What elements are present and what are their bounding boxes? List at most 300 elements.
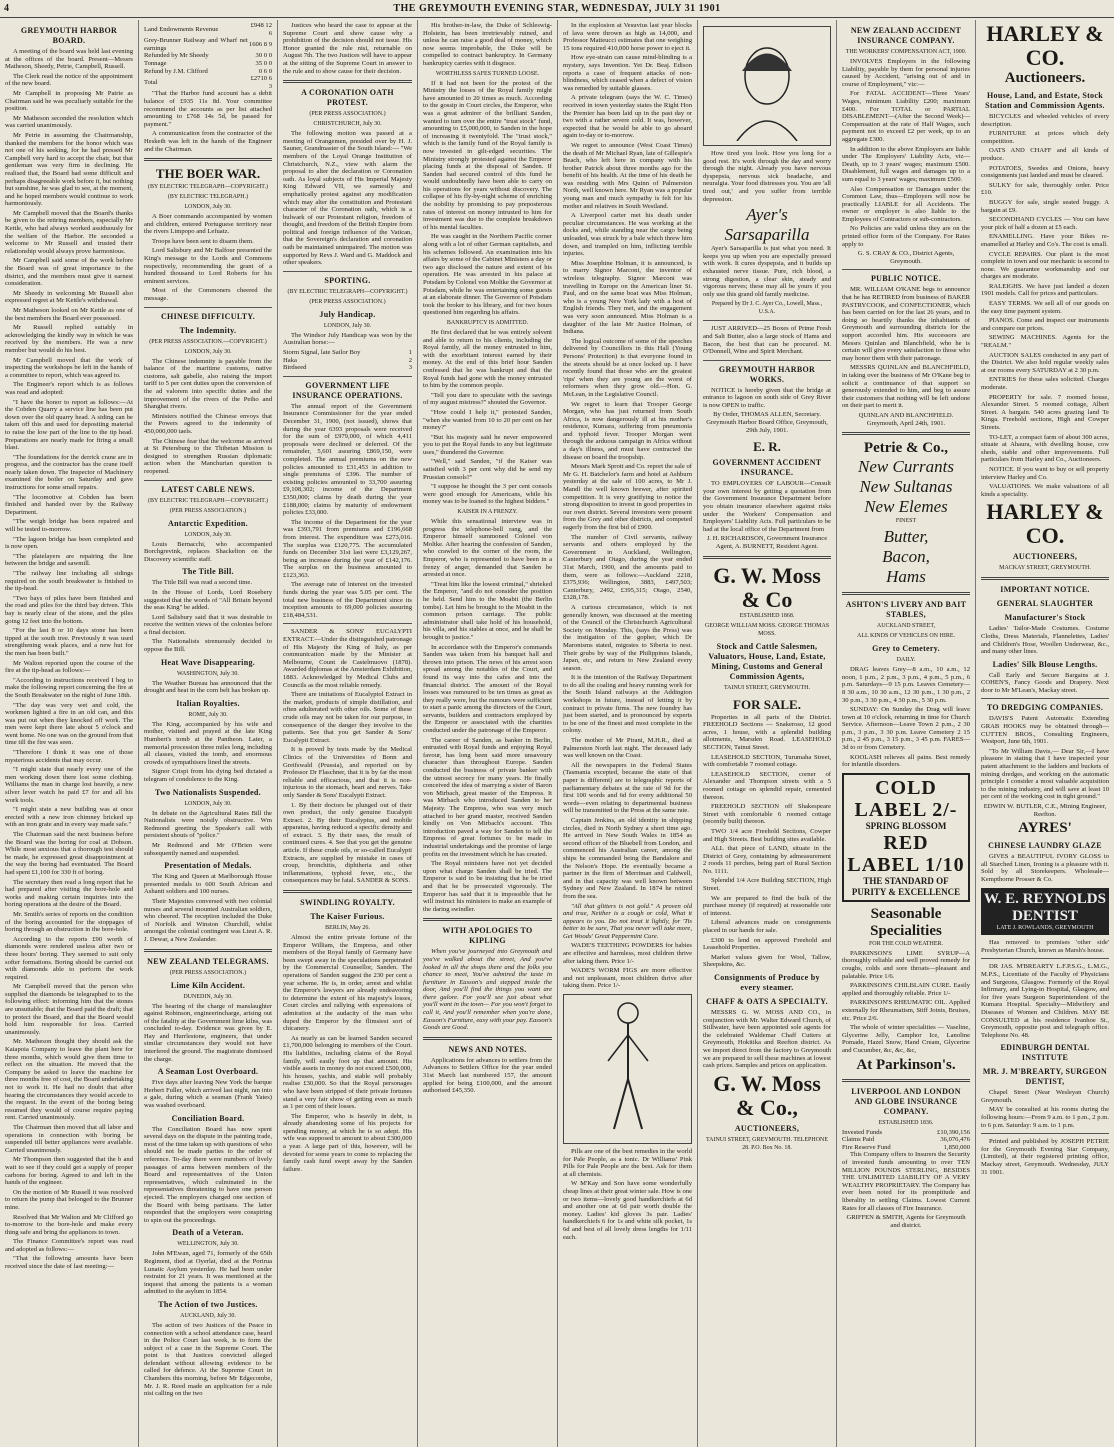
race-row-label: Birdseed (283, 364, 307, 372)
subheading: ESTABLISHED 1836. (878, 1119, 934, 1126)
paragraph: The action of two Justices of the Peace in connection with a school attendance case, heard in the Police Court last week, is to form the subject of a case in the Supreme Court. The point is that Justices convicted alleged defendant without allowing evidence to be called for defence. At the Supreme Court in Chambers this morning, before Mr Edgecombe, Mr. J. R. Reed made an application for a rule nisi calling on the two (144, 1321, 272, 1398)
paragraph: Mr Campbell moved that the work of inspecting the workshops be left in the hands of a committee to report, which was agreed to. (5, 356, 133, 379)
moss-address: TAINUI STREET, GREYMOUTH. (723, 684, 811, 691)
paragraph: Splendid 1/4 Acre Building SECTION, High Street. (703, 877, 831, 893)
poem: When you've journeyed into Greymouth and you've walked about the street, And you've looked in all the shops there and the folks you chance to meet, You've admired the taste in furniture in Easson's and stepped inside the door, And you'll find the things you want are there galore. For you'll see just about what you'll want in the town— For you won't forget to call it, And you'll remember when you're done, Easson's Furniture, easy with your pay. Easson's Goods are Good. (423, 948, 552, 1032)
paragraph: Mr Petrie in assuming the Chairmanship, thanked the members for the honor which was not one of his seeking, for he had pressed Mr Campbell very hard to accept the chair, but that gentleman was very firm in declining. He realised that, the Board had some difficult and perhaps disagreeable work before it, but nothing but sunshine, he was glad to see, at the moment, and he hoped members would continue to work harmoniously. (5, 131, 133, 208)
paragraph: In accordance with the Emperor's commands Sanden was taken from his banquet hall and thrown into prison. The news of his arrest soon spread among the notables of the Court, and found its way into the cafes and into the financial district. The amount of the Royal losses was rumoured to be ten times as great as they really were, but the rumours were sufficient to start a panic among the directors of the Court, servants, builders and contractors employed by the Emperor or associated with the charities conducted under the patronage of the Emperor. (423, 643, 552, 735)
paragraph: DRAG leaves Grey—8 a.m., 10 a.m., 12 noon, 1 p.m., 2 p.m., 3 p.m., 4 p.m., 5 p.m., 6 p.m. Saturdays—9 15 p.m. Leaves Cemetery—8 30 a.m., 10 30 a.m., 12 30 p.m., 1 30 p.m., 2 30 p.m., 3 30 p.m., 4 30 p.m., 5 30 p.m. (842, 666, 970, 704)
paragraph: Lord Salisbury said that it was desirable to receive the written views of the colonies before a final decision. (144, 613, 272, 636)
red-label-text: RED LABEL 1/10 (847, 831, 965, 876)
paragraph: Mr Matheson seconded the resolution which was carried unanimously. (5, 114, 133, 130)
ledger-row-value: 35 0 0 (255, 59, 272, 67)
paragraph: MESSRS G. W. MOSS AND CO., in conjunction with Mr. Walter Edward Church, of Stillwater, have been appointed sole agents for the celebrated Waldemar Chaff Cutters at Greymouth, Hokitika and Reefton district. As we import direct from the factory to Greymouth we are prepared to sell these machines at lowest cash prices. Samples and prices on application. (703, 1009, 831, 1070)
divider (423, 918, 552, 921)
subheading: Antarctic Expedition. (168, 518, 248, 528)
for-sale-heading: FOR SALE. (733, 696, 801, 712)
race-row-value: 3 (408, 364, 412, 372)
subheading: Manufacturer's Stock (1004, 613, 1086, 623)
paragraph: "Therefore I think it was one of those mysterious accidents that may occur. (5, 749, 133, 764)
harley-item: SEWING MACHINES. Agents for the "REALM." (981, 334, 1109, 350)
heading-swindling-royalty: SWINDLING ROYALTY. (300, 898, 395, 908)
divider (981, 577, 1109, 580)
byline: (BY ELECTRIC TELEGRAPH—COPYRIGHT.) (287, 288, 408, 295)
paragraph: "The railway line including all sidings required on the south breakwater is finished to the tip-head. (5, 570, 133, 593)
paragraph: GIVES a BEAUTIFUL IVORY GLOSS to all Starched Linen, Ironing is a pleasure with it. Sold by all Storekeepers. Wholesale—Kempthorne Prosser & Co. (981, 853, 1109, 883)
paragraph: "To Mr William Davis,— Dear Sir,—I have pleasure in stating that I have inspected your patent attachment to the ladders and buckets of mining dredges, and working on the automatic principle I consider a most valuable acquisition to the mining industry, and will save at least 10 per cent of the working cost in tight ground." (981, 747, 1109, 801)
paragraph: SANDER & SONS' EUCALYPTI EXTRACT.—Under the distinguished patronage of His Majesty the King of Italy, as per communication made by the Minister at Melbourne, Count de Castelmuovo (1878). Awarded diplomas at the Amsterdam Exhibition, 1883. Acknowledged by Medical Clubs and Councils as the most reliable remedy. (283, 628, 412, 689)
paragraph: The following motion was passed at a meeting of Orangemen, presided over by H. J. Sauner, Grandmaster of the South Island:— "We members of the Loyal Orange Institution of Christchurch, N.Z., view with alarm the proposal to alter the declaration or Coronation oath. As loyal subjects of His Imperial Majesty King Edward VII, we earnestly and emphatically protest against any modification which may alter the constitution and Protestant character of the Coronation oath, which is a bulwark of our Protestant religion, freedom of thought, and freedom of the British Empire from political and foreign influence of the Vatican, that the Sovereign's declaration and coronation oath be maintained unimpaired. The motion was supported by Revs J. Ward and G. Maddock and other speakers. (283, 130, 412, 267)
paragraph: TWO 1/4 acre Freehold Sections, Cowper and High Streets. Best building sites available. (703, 827, 831, 843)
paragraph: Mr Campbell in proposing Mr Patrie as Chairman said he was peculiarly suitable for the position. (5, 89, 133, 113)
paragraph: WADE'S WORM FIGS are more effective and not unpleasant, most children thrive after taking them. Price 1/- (563, 967, 692, 990)
finance-ledger (144, 22, 272, 90)
paragraph: MESSRS QUINLAN and BLANCHFIELD, in taking over the business of Mr O'Kane beg to solicit a continuance of that support so generously extended to him, and beg to assure their customers that nothing will be left undone on their part to merit it. (842, 364, 970, 410)
page-number: 4 (4, 3, 10, 14)
paragraph: The hearing of the charge of manslaughter against Robinson, engineerincharge, arising out of the fatality at the Government lime kilns, was concluded to-day. Evidence was given by E. Hay and Hurrlestone, engineers, that under similar circumstances they would not have interfered the ground. The magistrate dismissed the charge. (144, 1002, 272, 1063)
ledger-row-label: Total (144, 78, 158, 86)
paragraph: A curious circumstance, which is not generally known, was discussed at the meeting of the Council of the Christchurch Agricultural Society on Monday. This, (says the Press) was the instigation of the gopher, which Dr Maronisms stated, migrates to Siberia to nest. Their grubs by way of the Philippines Islands, Japan, etc, and return to New Zealand every season. (563, 603, 692, 672)
paragraph: "The platelayers are repairing the line between the bridge and sawmill. (5, 552, 133, 568)
subheading: ALL KINDS OF VEHICLES ON HIRE. (857, 633, 955, 640)
paragraph: This Company offers to Insurers the Security of invested funds amounting to over TEN MILLION POUNDS STERLING, BESIDES THE UNLIMITED LIABILITY OF A VERY WEALTHY PROPRIETARY. The Company has ever been noted for its promptitude and liberality in settling Claims. Lowest Current Rates for all classes of Fire Insurance. (842, 1151, 970, 1212)
paragraph: "Tell you dare to speculate with the savings of my august mistress?" shouted the Governor. (423, 391, 552, 407)
heading-chinese-difficulty: CHINESE DIFFICULTY. (160, 311, 256, 321)
subheading: Heat Wave Disappearing. (160, 657, 256, 667)
petrie-line: Hams (886, 567, 926, 587)
harley-item: TO-LET, a compact farm of about 300 acres, situate at Ahaura, with dwelling house, cow sheds, stable and other improvements. Full particulars from Harley and Co., Auctioneers. (981, 433, 1109, 464)
subheading: AUCKLAND STREET, (876, 623, 936, 630)
moss-heading-2: G. W. Moss & Co., (713, 1070, 821, 1120)
moss-established: ESTABLISHED 1868. (739, 612, 795, 619)
moss-heading: G. W. Moss & Co (713, 562, 821, 612)
chaff-heading: CHAFF & OATS A SPECIALTY. (706, 997, 828, 1006)
paragraph: It is proved by tests made by the Medical Clinics of the Universities of Bonn and Greifswald (Prussia), and reported on by Professor Dr Flaschner, that it is by far the most reliable and efficacious, and that it is non-injurious to the stomach, heart and nerves. Take only Sander & Sons' Eucalypti Extract. (283, 746, 412, 799)
paragraph: JUST ARRIVED—25 Boxes of Prime Fresh and Salt Butter, also a large stock of Hams and Bacon, the best that can be procured. M. O'Donnell, Wine and Spirit Merchant. (703, 325, 831, 356)
paragraph: DAVIS'S Patent Automatic Extending GRAB HOOKS may be obtained through— CUTTEN BROS., Consulting Engineers, Westport, June 6th, 1901. (981, 715, 1109, 746)
ledger-row-value: 30 0 0 (255, 52, 272, 60)
ledger-row-label: Refund by J.M. Clifford (144, 67, 208, 75)
byline: (PER PRESS ASSOCIATION.) (309, 111, 386, 118)
paragraph: The whole of winter specialities — Vaseline, Glycerine Jelly, Camphor Ice, Lanoline Pomade, Hazel Snow, Hand Cream, Glycerine and Cucumber, &c, &c, &c, (842, 1024, 970, 1054)
paragraph: "The weigh bridge has been repaired and will be tested to-morrow. (5, 518, 133, 534)
subheading: Lime Kiln Accident. (170, 980, 246, 990)
byline: (PER PRESS ASSOCIATION.) (169, 969, 247, 976)
dateline: LONDON, July 30. (184, 800, 232, 807)
subheading: Italian Royalties. (176, 698, 240, 708)
harley-item: POTATOES, Swedes and Onions, heavy consignments just landed and must be cleared. (981, 164, 1109, 180)
paragraph: If it had not been for the protest of the Ministry the losses of the Royal family might have amounted to 20 times as much. According to the gossip in Court circles, the Emperor, who was a great admirer of the brilliant Sanden, wanted to turn over the entire "trust stock" fund, amounting to £5,000,000, to Sanden in the hope of increasing it twentyfold. The "trust stock," which is the family fund of the Royal family is now invested in gilt-edged securities. The Ministry strongly protested against the Emperor placing funds at the disposal of Sanden. If Sanden had secured control of this fund he would undoubtedly have been able to carry on his operations for years without discovery. The collapse of his fly-by-night scheme of enriching the nobility by promising to pay preposterous rates of interest on money intrusted to him for investment was due to the complete breakdown of his mental faculties. (423, 79, 552, 231)
paragraph: We regret to announce (West Coast Times) the death of Mr Michael Ryan, late of Gillespie's Beach, who left here in company with his brother Patrick about three months ago for the benefit of his health. At the time of his death he was residing with Mrs Quinn of Palmerston North, well known here. Mr Ryan was a popular young man and much sympathy is felt for his mother and relatives in South Westland. (563, 141, 692, 210)
harley-items-list (981, 113, 1109, 498)
royal-cypher: E. R. (753, 439, 781, 455)
dateline: CHRISTCHURCH, July 30. (313, 121, 382, 128)
column-6 (698, 20, 837, 1447)
paragraph: Resolved that Mr Walton and Mr Clifford go to-morrow to the bore-hole and make every thing safe and bring the appliances to town. (5, 1213, 133, 1236)
harley-auctioneers-2: AUCTIONEERS, (1012, 552, 1078, 562)
ledger-row-value: 1606 8 9 (248, 40, 272, 48)
harley-address: MACKAY STREET, GREYMOUTH. (999, 565, 1091, 572)
paragraph: "According to instructions received I beg to make the following report concerning the fire at the South Breakwater on the night of June 18th. (5, 676, 133, 699)
paragraph: The average rate of interest on the invested funds during the year was 5.05 per cent. The total new business of the Department since its inception amounts to 69,000 policies assuring £18,484,531. (283, 581, 412, 619)
masthead-title: THE GREYMOUTH EVENING STAR, WEDNESDAY, JULY 31 1901 (393, 3, 721, 14)
paragraph: Mr. Smith's series of reports on the condition of the boring accounted for the stoppages of boring through an obstruction in the bore-hole. (5, 910, 133, 934)
heading-cemetery: Grey to Cemetery. (872, 644, 940, 654)
heading-public-notice: PUBLIC NOTICE. (871, 274, 941, 284)
paragraph: How tired you look. How you long for a good rest. It's work through the day and worry through the night. Already you have nervous dyspepsia, nervous sick headache, and neuralgia. Your food distresses you. You are 'all tired out,' and you suffer from terrible depression. (703, 150, 831, 203)
paragraph: TO EMPLOYERS OF LABOUR—Consult your own interest by getting a quotation from the Government Insurance Department before you obtain insurance elsewhere against risks under the Workers' Compensation and Employers' Liability Acts. Full particulars to be had at the local office of the Department from (703, 480, 831, 533)
heading-gov-accident: GOVERNMENT ACCIDENT INSURANCE. (712, 458, 822, 478)
divider (283, 623, 412, 624)
paragraph: KOOLASH relieves all pains. Best remedy for infantile disorders. (842, 753, 970, 769)
paragraph: The Windsor July Handicap was won by the Australian horse:— (283, 331, 412, 347)
petrie-line: Bacon, (882, 547, 930, 567)
column-3 (278, 20, 418, 1447)
paragraph: A meeting of the board was held last evening at the offices of the board. Present—Messrs Matheson, Sheedy, Petrie, Campbell, Russell. (5, 48, 133, 71)
paragraph: The Finance Committee's report was read and adopted as follows:— (5, 1238, 133, 1253)
columns (0, 20, 1114, 1447)
race-row-label: Haka (283, 356, 297, 364)
subheading: FOR THE COLD WEATHER. (868, 940, 944, 947)
paragraph: Mr Redmond and Mr O'Brien were subsequently named and suspended. (144, 841, 272, 857)
paragraph: Also Compensation or Damages under the Common Law, thus—Employers will now be practically LIABLE for all Accidents. The owner or employer is also liable to the Employees of Contractors or sub-contractors. (842, 185, 970, 223)
paragraph: Lord Salisbury and Mr Balfour presented the King's message to the Lords and Commons respectively, recommending the grant of a hundred thousand to Lord Roberts for his eminent services. (144, 247, 272, 285)
heading-important-notice: IMPORTANT NOTICE. (1000, 585, 1090, 595)
heading-kipling: WITH APOLOGIES TO KIPLING (442, 926, 533, 946)
paragraph: MR. WILLIAM O'KANE begs to announce that he has RETIRED from business of BAKER PASTRYCOOK, and CONFECTIONER, which has been carried on for the last 26 years, and in doing so heartily thanks the inhabitants of Greymouth and surrounding districts for the support accorded him. His successors are Messrs Quinlan and Blanchfield, who he is certain will give every satisfaction to those who may honor them with their patronage. (842, 286, 970, 362)
subheading: CHINESE LAUNDRY GLAZE (988, 841, 1102, 851)
subheading: Conciliation Board. (171, 1113, 245, 1123)
paragraph: "But his majesty said he never empowered you to put the Royal funds to any but legitimate uses," thundered the Governor. (423, 433, 552, 456)
paragraph: Louis Bernacchi, who accompanied Borchgrevink, replaces Shackelton on the Discovery scientific staff. (144, 540, 272, 563)
paragraph: How eye-strain can cause mind-blinding is a mystery, says Invention. Yet Dr. Beaj. Edison reports a case of frequent attacks of non-blindness, which ceased when a defect of vision was remedied by suitable glasses. (563, 54, 692, 92)
divider (981, 698, 1109, 699)
paragraph: No Policies are valid unless they are on the printed office form of the Company. For Rates apply to (842, 225, 970, 248)
signature: EDWIN W. BUTLER, C.E., Mining Engineer, Reefton. (983, 803, 1107, 818)
divider (981, 1133, 1109, 1134)
paragraph: "The locomotive at Cobden has been finished and handed over by the Railway Department. (5, 493, 133, 516)
harley-heading: HARLEY & CO. (986, 21, 1104, 70)
ledger-row-label: Land Endowments Revenue (144, 25, 219, 33)
paragraph: Mr. Matheson thought they should ask the Kaiapoia Company to leave the plant here for three months, which would give them time to reflect on the situation. He moved that the Company be asked to leave the machine for three months free of cost, the Board undertaking not to work it. He had no doubt that after hearing the circumstances they would accede to the request. In the event of the boring being resumed they would of course require paying rent. Carried unanimously. (5, 1038, 133, 1122)
paragraph: Mr Walton reported upon the course of the fire at the tip-head as follows:— (5, 659, 133, 675)
ledger-row-label: Tonnage (144, 59, 167, 67)
paragraph: Mr Campbell moved that the Board's thanks be given to the retiring members, especially Mr Kettle, who had always worked assiduously for the welfare of the Harbor. He seconded a welcome to Mr Russell and trusted their relationship would always prove harmonious. (5, 209, 133, 255)
moss-partners: GEORGE WILLIAM MOSS. GEORGE THOMAS MOSS. (704, 622, 830, 637)
paragraph: Ayer's Sarsaparilla is just what you need. It keeps you up when you are especially pressed with work. It cures dyspepsia, and it builds up exhausted nerve tissue. Pure, rich blood, a strong digestion, a clear skin, steady and vigorous nerves; these may all be yours if you only use this grand old family medicine. (703, 245, 831, 298)
byline: (PER PRESS ASSOCIATION.) (309, 298, 386, 305)
paragraph: "The foundations for the derrick crane are in progress, and the contractor has the crane itself nearly taken down. The Inspector of Machinery examined the boiler on Saturday and gave instructions for some small repairs. (5, 453, 133, 492)
harley-item: FURNITURE at prices which defy competition. (981, 130, 1109, 145)
paragraph: On the motion of Mr Russell it was resolved to return the pump that belonged to the Brunner mine. (5, 1188, 133, 1211)
paragraph: We regret to learn that Trooper George Morgan, who has just returned from South Africa, is now dangerously ill at his mother's residence, Kumara, suffering from pneumonia and typhoid fever. Trooper Morgan went through the arduous campaign in Africa without a day's illness, and must have contracted the disease on board the troopship. (563, 400, 692, 461)
column-4 (418, 20, 558, 1447)
paragraph: Properties in all parts of the District. FREEHOLD Sections — Snakeroso, 12 good acres, 1 house, with a splendid building allotments, Marsden Road. LEASEHOLD SECTION, Tainui Street. (703, 713, 831, 751)
harley-services: House, Land, and Estate, Stock Station and Commission Agents. (985, 91, 1105, 110)
dentist-title: DENTIST (1012, 907, 1078, 924)
paragraph: "Two bays of piles have been finished and the road and piles for the third bay driven. This bay is nearly clear of the stone, and the piles going 12 feet into the bottom. (5, 594, 133, 625)
subheading: Ladies' Silk Blouse Lengths. (992, 659, 1098, 669)
ledger-row-label: Grey-Brunner Railway and Wharf net earnings (144, 37, 248, 52)
subheading: GENERAL SLAUGHTER (996, 599, 1094, 609)
dateline: LONDON, July 30. (184, 204, 232, 211)
moss-address-2: TAINUI STREET, GREYMOUTH. TELEPHONE 28. P.O. Box No. 18. (705, 1136, 829, 1151)
paragraph: The Conciliation Board has now spent several days on the dispute in the painting trade, most of the time taken up with questions of who should not be made parties to the order of reference. To-day there were numbers of lively passages of arms between members of the Board and representatives of the Union representatives, which culminated in the representatives threatening to have one person ejected. The employers charged one section of the Board with being partisans. The latter responded that the employers were conspiring to spin out the proceedings. (144, 1125, 272, 1224)
heading-nz-accident: NEW ZEALAND ACCIDENT INSURANCE COMPANY. (850, 26, 962, 45)
petrie-line: New Currants (858, 457, 954, 477)
paragraph: He was caught in the Northern Pacific corner along with a lot of other German capitalists, and his schemes followed. An examination into his affairs by some of the Cabinet Ministers a day or two ago disclosed the nature and extent of his operation. He was arrested in his palace at Potsdam by Colonel von Moltke the Governor at Potsdam, while he was entertaining some guests at an elaborate dinner. The Governor of Potsdam took the broker to his library, and for two hours questioned him regarding his affairs. (423, 233, 552, 317)
signature: By Order, THOMAS ALLEN, Secretary. Greymouth Harbor Board Office, Greymouth, 29th July, 1901. (706, 411, 828, 434)
paragraph: Troops have been sent to disarm them. (152, 237, 254, 245)
paragraph: W M'Kay and Son have some wonderfully cheap lines at their great winter sale. How is one or two items—lovely good handkerchiefs at 6d and another one at 6d pair worth double the money. Ladies' kid gloves 3s pair. Ladies' handkerchiefs 6 for 1s and white silk pocket, 1s 6d and best of all lovely dress lengths for 1/11 each. (563, 1180, 692, 1241)
paragraph: The annual report of the Government Insurance Commissioner for the year ended December 31, 1900, (not issued), shows that during the year 6393 proposals were received for the sum of £979,000, of which 4,411 proposals were declined or deferred. Of the remainder, 5,601 assuring £869,150, were completed. The annual premiums on the new policies amounted to £31,453 in addition to single premiums of £396. The number of existing policies amounted to 33,700 assuring £9,108,302; income of the Department £350,000; claims by death during the year £188,000; claims by maturity of endowment policies £33,000. (283, 402, 412, 517)
subheading: Two Nationalists Suspended. (155, 787, 261, 797)
paragraph: "For the last 8 or 10 days stone has been tipped at the south tree. Previously it was used strengthening weak places, and a new hut for the men has been built." (5, 627, 133, 657)
paragraph: The Clerk read the notice of the appointment of the new board. (5, 72, 133, 88)
paragraph: A communication from the contractor of the Hesketh was left in the hands of the Engineer and the Chairman. (144, 130, 272, 153)
paragraph: SUNDAY: On Sunday the Drag will leave town at 10 o'clock, returning in time for Church Service. Afternoon—Leave Town 2 p.m., 2 30 p.m., 3 p.m., 3 30 p.m. Leave Cemetery 2 15 p.m., 2 45 p.m., 3 15 p.m., 3 45 p.m. FARES—3d to or from Cemetery. (842, 706, 970, 752)
cold-label-text: COLD LABEL 2/- (854, 776, 958, 821)
signature: GRIFFEN & SMITH, Agents for Greymouth and district. (846, 1214, 966, 1229)
subheading: THE WORKERS' COMPENSATION ACT, 1900. (845, 49, 967, 55)
paragraph: The career of Sanden, as banker in Berlin, entrusted with Royal funds and enjoying Royal favour, has long been said more unsavoury character than throughout Europe. Sanden conducted the business of private banker with the utmost secrecy for many years. He finally conceived the idea of marrying a sister of Baron von Mirbach, great master of the Empress. It was Mirbach who introduced Sanden to her Majesty. The Empress, who was very much attached to her grand master, received Sanden kindly on Von Mirbach's account. This introduction paved a way for Sanden to tell the Empress of great fortunes to be made in industrial undertakings and the promise of large profits on the investment which he has created. (423, 736, 552, 858)
paragraph: The Chairman said the next business before the Board was the boring for coal at Dobson. While most anxious that a thorough test should be made, he expressed great disappointment at the way the boring had eventuated. The Board had spent £1,100 for 330 ft of boring. (5, 831, 133, 876)
seasonable-heading: Seasonable Specialities (870, 905, 942, 939)
paragraph: Call Early and Secure Bargains at J. COHEN'S, Fancy Goods and Drapery. Next door to Mr M'Lean's, Mackay street. (981, 671, 1109, 694)
paragraph: "I suppose he thought the 3 per cent consols were good enough for Americans, while his money was to be loaned to the highest bidders." (423, 483, 552, 506)
byline: (BY ELECTRIC TELEGRAPH—COPYRIGHT.) (147, 184, 269, 191)
purity-text: THE STANDARD OF PURITY & EXCELLENCE (851, 875, 961, 897)
paragraph: Justices who heard the case to appear at the Supreme Court and show cause why a prohibition of the decision should not issue. His Honor granted the rule nisi, returnable on August 7th. The two Justices will have to appear at the sitting of the Supreme Court in answer to the rule and to show cause for their decision. (283, 22, 412, 75)
subheading: MR. J. M'BREARTY, SURGEON DENTIST, (982, 1067, 1108, 1087)
paragraph: For FATAL ACCIDENT—Three Years' Wages, minimum Liability £200; maximum £400. For TOTAL or PARTIAL DISABLEMENT—(After the Second Week)—Compensation at the rate of Half Wages, such payment not to exceed £2 per week, up to an aggregate £300. (842, 90, 970, 143)
paragraph: As nearly as can be learned Sanden secured £1,700,000 belonging to members of the Court. His liabilities, including claims of the Royal family, will easily foot up that amount. His visible assets in money do not exceed £500,000, his houses, yachts, and stable will probably realise £30,000. So that the Royal personages who have been stripped of their private fortunes stand a very fair show of getting even as much as 1 per cent of their losses. (283, 1034, 412, 1111)
ledger-row (144, 60, 272, 68)
paragraph: Ministers notified the Chinese envoys that the Powers agreed to the indemnity of 450,000,000 taels. (144, 412, 272, 435)
dateline: ROME, July 30. (188, 711, 228, 718)
paragraph: Mr Campbell said some of the work before the Board was of great importance to the district, and the members must give it earnest consideration. (5, 257, 133, 288)
divider (981, 958, 1109, 959)
paragraph: We are prepared to find the bulk of the purchase money (if required) at reasonable rate of interest. (703, 894, 831, 917)
paragraph: LEASEHOLD SECTION, corner of Alexander and Thompson streets with a 5 roomed cottage on splendid repair, cemented thereon. (703, 770, 831, 801)
dentist-subtitle: LATE J. ROWLANDS, GREYMOUTH (996, 924, 1094, 931)
paragraph: The Nationalists strenuously decided to oppose the Bill. (144, 638, 272, 654)
paragraph: Their Majesties conversed with two colonial nurses and several mounted Australian soldiers, who cheered. The reception included the Duke of Norfolk and Winston Churchill, whilst amongst the colonial contingent was Lieut A. R. J. Dewar, a New Zealander. (144, 897, 272, 943)
woman-portrait-illustration (703, 26, 831, 146)
paragraph: Signor Crispi from his dying bed dictated a telegram of condolence to the King. (144, 768, 272, 783)
petrie-heading: Petrie & Co., (863, 440, 949, 457)
paragraph: A Liverpool carter met his death under peculiar circumstances. He was working at the docks and, while standing near the cargo being unloaded, was struck by a bale which threw him down, and trampled on him, inflicting terrible injuries. (563, 212, 692, 258)
paragraph: The Chairman then moved that all labor and operations in connection with boring be suspended till better appliances were available. Carried unanimously. (5, 1123, 133, 1154)
paragraph: "The lagoon bridge has been completed and is now open. (5, 535, 133, 551)
dateline: LONDON, July 30. (184, 531, 232, 538)
ayres-heading: AYRES' (1018, 820, 1072, 837)
ledger-row (144, 68, 272, 76)
heading-harbor-works: GREYMOUTH HARBOR WORKS. (718, 364, 816, 384)
byline: (PER PRESS ASSOCIATION.—COPYRIGHT.) (149, 338, 267, 345)
insurance-row-label: Fire Reserve Fund (842, 1143, 891, 1151)
heading-government-insurance: GOVERNMENT LIFE INSURANCE OPERATIONS. (292, 380, 403, 400)
divider (283, 271, 412, 272)
insurance-row (842, 1129, 970, 1137)
paragraph: Pills are one of the best remedies in the world for Pale People, as a tonic. Dr Williams' Pink Pills for Pale People are the best. Ask for them at all chemists. (563, 1148, 692, 1178)
consignments-heading: Consignments of Produce by every steamer. (714, 973, 820, 992)
ad-footnote: Prepared by Dr J. C. Ayer Co., Lowell, Mass., U.S.A. (711, 301, 823, 316)
subheading: Presentation of Medals. (164, 861, 252, 871)
paragraph: NOTICE is hereby given that the bridge at entrance to lagoon on south side of Grey River is now OPEN to traffic. (703, 386, 831, 409)
heading-edinburgh-dental: EDINBURGH DENTAL INSTITUTE (1000, 1043, 1090, 1063)
paragraph: Applications for advances to settlers from the Advances to Settlers Office for the year ended 31st March last numbered 157, the amount applied for being £100,000, and the amount authorised £45,350. (423, 1056, 552, 1095)
petrie-line: FINEST (895, 518, 917, 525)
paragraph: The Title Bill was read a second time. (152, 579, 252, 587)
ledger-row-value: 0 6 0 (258, 67, 272, 75)
spring-blossom-text: SPRING BLOSSOM (865, 820, 947, 831)
paragraph: Almost the entire private fortune of the Emperor William, the Empress, and other members of the Royal family of Germany have been swept away in the speculations perpetrated by the Commercial Counsellor, Sanden. The operations of Sanden suggest the 230 per cent a year scheme. He is, in order, arrest and whilst the Emperor's lawyers are already endeavoring to determine the extent of his majesty's losses, Court circles and rallying with expressions of admiration at the audacity of the man who duped the Emperor by the flimsiest sort of chicanery. (283, 934, 412, 1033)
verse-advert: "All that glitters is not gold." A proven old and true, Neither is a cough or cold, What it appears to you. Do not treat it lightly, for 'Tis better to be sure, That you never will take more, Get Woods' Great Peppermint Cure. (563, 902, 692, 940)
paragraph: Captain Jenkins, an old identity in shipping circles, died in North Sydney a short time ago. He arrived in New South Wales in 1854 as second officer of the Bluebell from London, and commenced his Australian career, among the ships he commanded being the Bandalore and the Nelson's Hope. He eventually became a partner in the firm of Merriman and Caldwell, and in that capacity was well known between Sydney and New Zealand. In 1874 he retired from the sea. (563, 816, 692, 900)
ledger-row-value: £2710 6 3 (250, 75, 272, 90)
paragraph: The Royal ministers have not yet decided upon what charge Sanden shall be tried. The Emperor is said to be insisting that he be tried and that he be prosecuted vigorously. The Emperor has said that it is impossible that he will instruct his ministers to make an example of the daring swindler. (423, 860, 552, 913)
paragraph: The Emperor, who is heavily in debt, is already abandoning some of his projects for spending money, at which he is so adept. His wife was supposed to amount to about £300,000 a year. A large part of this, however, will be devoted for some years to come to replacing the family cash fund swept away by the Sanden failure. (283, 1112, 412, 1173)
paragraph: Mr Campbell moved that the person who supplied the diamonds be telegraphed to to the following effect: informing him that the stones are unsuitable; that the Board paid the draft; that to protect the Board, and that the Board would hold him responsible for loss. Carried unanimously. (5, 983, 133, 1036)
harley-item: OATS AND CHAFF and all kinds of produce. (981, 147, 1109, 162)
paragraph: His brother-in-law, the Duke of Schleswig-Holstein, has been irretrievably ruined, and unless he can raise a good deal of money, which now seems improbable, the Duke will be compelled to contract bankruptcy. In Germany bankruptcy carries with it disgrace. (423, 22, 552, 67)
insurance-row (842, 1144, 970, 1152)
paragraph: FREEHOLD SECTION off Shakespeare Street with comfortable 6 roomed cottage (recently built) thereon. (703, 803, 831, 826)
paragraph: Five days after leaving New York the barque Herbert Fuller, which arrived last night, ran into a gale, during which a seaman (Frank Yates) was washed overboard. (144, 1079, 272, 1110)
harley-item: SULKY for sale, thoroughly order. Price £10. (981, 181, 1109, 197)
divider (144, 307, 272, 308)
heading-news-notes: NEWS AND NOTES. (448, 1044, 527, 1054)
dateline: LONDON, July 30. (323, 322, 372, 329)
masthead (0, 0, 1114, 18)
subheading: DAILY. (896, 657, 916, 664)
paragraph: DR JAS. M'BREARTY L.F.P.S.G., L.M.G., M.P.S., Licentiate of the Faculty of Physicians and Surgeons, Glasgow. Formerly of the Royal Infirmary, and Lying-in Hospital, Glasgow, and for five years Surgeon Superintendent of the Kumara Hospital. Specialty—Midwifery and Diseases of Women and Children. MAY BE CONSULTED at his residence Ivanhoe St., Greymouth, opposite post and telegraph office. Telephone No. 48. (981, 963, 1109, 1039)
paragraph: In the House of Lords, Lord Rosebery suggested that the words of "All Britain beyond the seas King" be added. (144, 588, 272, 612)
paragraph: "The day was very wet and cold, the workmen lighted a fire in an old can, and this was put out when they knocked off work. The men were kept there late about 5 o'clock and went home. No one was on the ground from that time till the fire was seen. (5, 701, 133, 747)
divider (283, 376, 412, 377)
paragraph: The Chinese fear that the welcome as arrived at St Petersburg to the Thibetan Mission is designed to strengthen Russian diplomatic action when the Manchurian question is reopened. (144, 437, 272, 475)
ledger-row (144, 75, 272, 90)
paragraph: John M'Ewan, aged 71, formerly of the 65th Regiment, died at Oyerlat, died at the Porirua Lunatic Asylum yesterday. He had been under restraint for 21 years. It was mentioned at the inquest that among the patients is a woman admitted to the asylum in 1854. (144, 1250, 272, 1296)
subheading: The Kaiser Furious. (310, 912, 385, 922)
insurance-row (842, 1136, 970, 1144)
ledger-row (144, 52, 272, 60)
paragraph: It is the intention of the Railway Department to do all the coaling and heavy running work for the South Island railways at the Addington workshops in future, instead of letting it by contract to private firms. The new foundry has just been started, and is pronounced by experts to be one of the finest and most complete in the colony. (563, 674, 692, 735)
paragraph: Most of the Commoners cheered the message. (144, 287, 272, 303)
heading-harbor-board: GREYMOUTH HARBOR BOARD. (20, 26, 118, 45)
column-2 (139, 20, 278, 1447)
paragraph: "Well," said Sanden, "if the Kaiser was satisfied with 3 per cent why did he send my Prussian consols?" (423, 458, 552, 481)
dentist-name: W. E. REYNOLDS (984, 890, 1106, 907)
subheading: Death of a Veteran. (172, 1228, 244, 1238)
dateline: BERLIN, May 26. (325, 925, 370, 932)
paragraph: The secretary then read a long report that he had prepared after visiting the bore-hole and works and making certain inquiries into the boring operations at the desire of the Board. (5, 878, 133, 909)
harley-item: BICYCLES and wheeled vehicles of every description. (981, 113, 1109, 128)
divider (423, 1037, 552, 1040)
dentist-advert (981, 888, 1109, 936)
column-5 (558, 20, 698, 1447)
insurance-row-value: 36,076,476 (940, 1136, 970, 1144)
dateline: DUNEDIN, July 30. (183, 993, 233, 1000)
imprint: Printed and published by JOSEPH PETRIE for the Greymouth Evening Star Company, (Limited), at their registered printing office, Mackay street, Greymouth. Wednesday, JULY 31 1901. (981, 1138, 1109, 1176)
petrie-line: New Sultanas (859, 477, 953, 497)
paragraph: £300 to lend on approved Freehold and Leasehold Properties. (703, 936, 831, 952)
divider (144, 949, 272, 952)
paragraph: The Weather Bureau has announced that the drought and heat in the corn belt has broken up. (144, 679, 272, 695)
divider (703, 556, 831, 559)
paragraph: "That the Harbor fund account has a debit balance of £935 11s 8d. Your committee recommend the accounts as per list attached amounting to £768 14s 5d, be passed for payment." (144, 90, 272, 128)
moss-services: Stock and Cattle Salesmen, Valuators, House, Land, Estate, Mining, Customs and General Commission Agents, (708, 641, 826, 681)
heading-boer-war: THE BOER WAR. (155, 166, 261, 182)
divider (144, 158, 272, 161)
insurance-figures (842, 1129, 970, 1152)
pink-pills-illustration (563, 994, 692, 1144)
standing-man-icon (598, 999, 658, 1139)
ledger-row (144, 37, 272, 52)
paragraph: "I might state a new building was at once erected with a new iron chimney bricked up with an iron grate and in every way made safe." (5, 806, 133, 829)
paragraph: PARKINSON'S RHEUMATIC OIL. Applied externally for Rheumatism, Stiff Joints, Bruises, etc. Price 2/6. (842, 999, 970, 1022)
parkinson-heading: At Parkinson's. (856, 1056, 956, 1073)
divider (842, 1079, 970, 1082)
paragraph: PARKINSON'S LIME SYRUP—A thoroughly reliable and well proved remedy for coughs, colds and sore throats—pleasant and palatable. Price 1/6. (842, 949, 970, 980)
race-row (283, 349, 412, 357)
signature: QUINLAN AND BLANCHFIELD. Greymouth, April 24th, 1901. (858, 411, 954, 427)
paragraph: The number of Civil servants, railway servants and others employed by the Government in Auckland, Wellington, Canterbury and Otago, during the year ended 31st March, 1900, and the amounts paid to them, were as follows:—Auckland 2218, £375,936; Wellington, 3883, £497,503; Canterbury, 2492, £395,315; Otago, 2540, £328,178. (563, 533, 692, 602)
paragraph: Mr Thompson then suggested that the b and wait to see if they could get a supply of proper carbons for boring. Agreed to and left in the hands of the engineer. (5, 1156, 133, 1187)
paragraph: The logical outcome of some of the speeches delivered by Councillors in this Hall (Young Persons' Protection) is that everyone found in the streets should be at once locked up. I have recently found that those who are the greatest 'rips' when they are young are the worst of reformers when they grow old.—Hon. G. McLean, in the Legislative Council. (563, 337, 692, 398)
harley-item: NOTICE. If you want to buy or sell property interview Harley and Co. (981, 465, 1109, 481)
paragraph: Chapel Street (Near Wesleyan Church) Greymouth. (981, 1089, 1109, 1104)
woman-portrait-icon (722, 31, 812, 141)
paragraph: In addition to the above Employers are liable under The Employers' Liability Acts, viz—Death, up to 3 years' wages; maximum £500. Disablement, full wages and damages up to a sum equal to 3 years' wages; maximum £500. (842, 145, 970, 183)
subheading: BANKRUPTCY IS ADMITTED. (446, 319, 529, 326)
harley-item: ENAMELLING. Have your Bikes re-enamelled at Harley and Co's. The cost is small. (981, 233, 1109, 248)
byline: (BY ELECTRIC TELEGRAPH.) (167, 194, 249, 201)
race-results (283, 349, 412, 372)
paragraph: Liberal advances made on consignments placed in our hands for sale. (703, 919, 831, 935)
harley-item: RALEIGHS. We have just landed a dozen 1901 models. Call for prices and particulars. (981, 282, 1109, 298)
byline: (PER PRESS ASSOCIATION.) (169, 507, 247, 514)
paragraph: "Treat him like the lowest criminal," shrieked the Emperor, "and do not consider the position he held. Send him to the Moabit (the Berlin tombs). Let him be brought to the Moabit in the common prison carriage. The public administrator shall take hold of his household, his villa, and his stables at once, and he shall be brought to justice." (423, 580, 552, 641)
paragraph: The mother of Mr Pirani, M.H.R., died at Palmerston North last night. The deceased lady was well known on the Coast. (563, 737, 692, 760)
paragraph: WADE'S TEETHING POWDERS for babies are effective and harmless, most children thrive after taking them. Price 1/- (563, 942, 692, 965)
column-8 (976, 20, 1114, 1447)
subheading: July Handicap. (319, 309, 376, 319)
divider (842, 432, 970, 435)
paragraph: MAY be consulted at his rooms during the following hours:—From 9 a.m. to 1 p.m., 2 p.m. to 6 p.m. Saturday: 9 a.m. to 1 p.m. (981, 1106, 1109, 1129)
paragraph: The Engineer's report which is as follows was read and adopted: (5, 381, 133, 396)
harley-item: AUCTION SALES conducted in any part of the District. We also hold regular weekly sales at our rooms every SATURDAY at 2 30 p.m. (981, 351, 1109, 374)
paragraph: The King and Queen at Marlborough House presented medals to 600 South African and Ashanti soldiers and 100 nurses. (144, 873, 272, 896)
paragraph: Miss Josephine Holman, it is announced, is to marry Signor Marconi, the inventor of wireless telegraphy. Signor Marconi was travelling in Europe on the American liner St. Paul, and on the same boat was Miss Holman, who is a young New York lady with a host of English friends. They met, and the engagement was very soon announced. Miss Holman is a daughter of the late Mr Justice Holman, of Indiana. (563, 259, 692, 336)
paragraph: According to the reports £90 worth of diamonds were rendered useless after two or three hours' boring. They seemed to suit only softer formations. Boring should be carried out with diamonds able to perform the work required. (5, 935, 133, 981)
paragraph: A private telegram (says the W. C. Times) received in town yesterday states the Right Hon the Premier has been laid up in the past day or two with a rather severe cold. It was, however, expected that he would be able to go aboard again to-day or to-morrow. (563, 94, 692, 140)
divider (703, 320, 831, 321)
divider (703, 360, 831, 361)
subheading: WORTHLESS SAFES TURNED LOOSE. (435, 70, 540, 77)
moss-auctioneers: AUCTIONEERS, (734, 1123, 800, 1133)
paragraph: In the explosion at Vesuvius last year blocks of lava were thrown as high as 14,000, and Professor Matteucci estimates that one weighing 15 tons required 410,000 horse power to eject it. (563, 22, 692, 52)
paragraph: Mr Matheson looked on Mr Kettle as one of the best members the Board ever possessed. (5, 307, 133, 322)
paragraph: While this sensational interview was in progress the telephone-bell rang, and the Emperor himself summoned Colonel von Moltke. After hearing the confession of Sanden, who crawled to the corner of the room, the Emperor, who is represented to have been in a frenzy of anger, demanded that Sanden be arrested at once. (423, 518, 552, 579)
subheading: The Action of two Justices. (158, 1299, 258, 1309)
paragraph: "I have the honor to report as follows:—At the Cobden Quarry a service line has been put down over the old quarry head. A siding can be taken off this and used for depositing material to raise the low part of the line to the tip head. Preparations are nearly made for firing a small blast. (5, 398, 133, 452)
heading-cable-news: LATEST CABLE NEWS. (161, 484, 255, 494)
insurance-row-value: £10,390,156 (937, 1128, 970, 1136)
subheading: The Title Bill. (182, 567, 234, 577)
ledger-row-label: Refunded by Mr Sheedy (144, 52, 209, 60)
